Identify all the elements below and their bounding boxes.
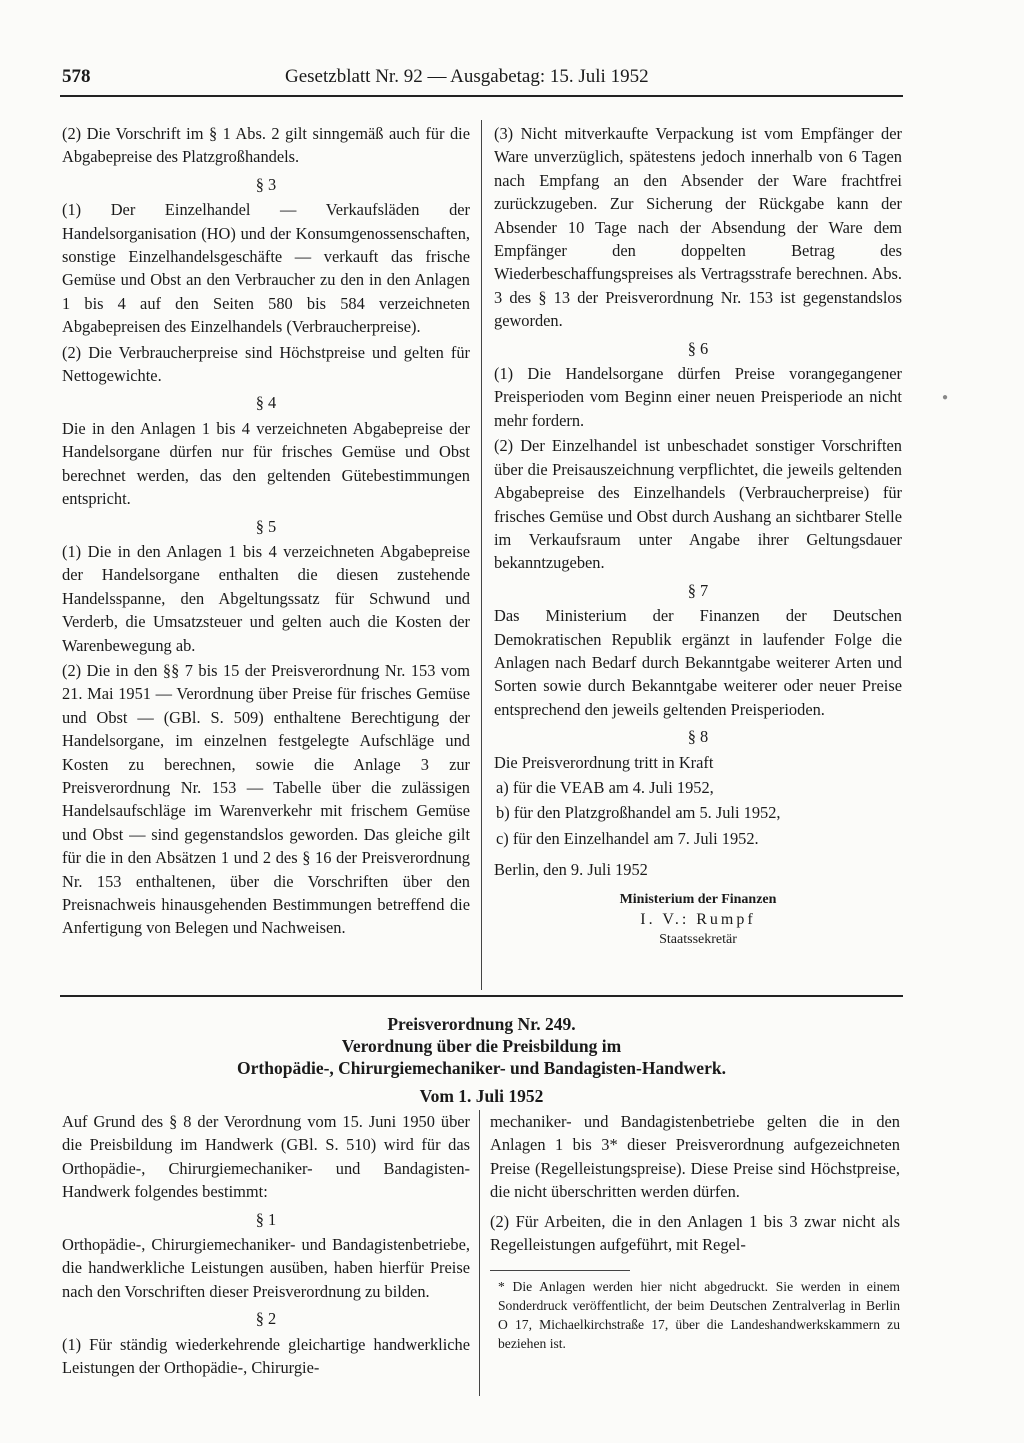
section-rule — [60, 995, 903, 997]
left-column-2 — [62, 1110, 470, 1381]
left-column — [62, 122, 470, 942]
section-heading: § 2 — [255, 1309, 277, 1329]
signature-name: I. V.: Rumpf — [640, 910, 756, 928]
list-item: c) für den Einzelhandel am 7. Juli 1952. — [496, 828, 759, 848]
paragraph: (1) Die in den Anlagen 1 bis 4 verzeichneten Abgabepreise der Handelsorgane enthalten die diesen zustehende Handelsspanne, den Abgeltungssatz für Schwund und Verderb, die Umsatzsteuer und gelten auch die Kosten der Warenbewegung ab. — [62, 541, 470, 655]
header-rule — [60, 95, 903, 97]
place-date: Berlin, den 9. Juli 1952 — [494, 860, 648, 880]
signature-ministry: Ministerium der Finanzen — [619, 891, 777, 907]
footnote: * Die Anlagen werden hier nicht abgedruckt. Sie werden in einem Sonderdruck veröffentlicht, der beim Deutschen Zentralverlag in Berlin O 17, Michaelkirchstraße 17, über die Landeshandwerkskammern zu beziehen ist. — [498, 1279, 900, 1352]
signature-role: Staatssekretär — [659, 931, 737, 947]
margin-mark: ● — [942, 392, 949, 403]
right-column — [494, 122, 902, 950]
section-heading: § 1 — [255, 1209, 277, 1229]
paragraph: Orthopädie-, Chirurgiemechaniker- und Bandagistenbetriebe, die handwerkliche Leistungen ausüben, haben hierfür Preise nach den Vorschriften dieser Preisverordnung zu bilden. — [62, 1235, 470, 1301]
signature-block — [494, 890, 902, 950]
list-item: a) für die VEAB am 4. Juli 1952, — [496, 777, 714, 797]
column-divider-2 — [479, 1110, 480, 1396]
paragraph: Das Ministerium der Finanzen der Deutschen Demokratischen Republik ergänzt in laufender Folge die Anlagen nach Bedarf durch Bekanntgabe weiterer Arten und Sorten sowie durch Bekanntgabe weiterer oder neuer Preise entsprechend den jeweils geltenden Preisperioden. — [494, 606, 902, 719]
running-title: Gesetzblatt Nr. 92 — Ausgabetag: 15. Juli 1952 — [285, 66, 649, 87]
ordinance-title-line2: Orthopädie-, Chirurgiemechaniker- und Bandagisten-Handwerk. — [237, 1058, 726, 1078]
list-item: b) für den Platzgroßhandel am 5. Juli 1952, — [496, 803, 781, 823]
paragraph: (2) Der Einzelhandel ist unbeschadet sonstiger Vorschriften über die Preisauszeichnung verpflichtet, die jeweils geltenden Abgabepreise des Einzelhandels (Verbraucherpreise) für frisches Gemüse und Obst durch Aushang an sichtbarer Stelle im Verkaufsraum unter Angabe ihrer Geltungsdauer bekanntzugeben. — [494, 436, 902, 573]
paragraph: (3) Nicht mitverkaufte Verpackung ist vom Empfänger der Ware unverzüglich, spätestens jedoch innerhalb von 6 Tagen nach Empfang an den Absender der Ware frachtfrei zurückzugeben. Zur Sicherung der Rückgabe kann der Absender 10 Tage nach der Absendung der Ware dem Empfänger den doppelten Betrag des Wiederbeschaffungspreises als Vertragsstrafe berechnen. Abs. 3 des § 13 der Preisverordnung Nr. 153 ist gegenstandslos geworden. — [494, 124, 902, 331]
paragraph: (2) Die in den §§ 7 bis 15 der Preisverordnung Nr. 153 vom 21. Mai 1951 — Verordnung über Preise für frisches Gemüse und Obst — (GBl. S. 509) enthaltene Berechtigung der Handelsorgane, im einzelnen festgelegte Aufschläge und Kosten zu berechnen, sowie die Anlage 3 zur Preisverordnung Nr. 153 — Tabelle über die zulässigen Handelsaufschläge im Warenverkehr mit frischem Gemüse und Obst — sind gegenstandslos geworden. Das gleiche gilt für die in den Absätzen 1 und 2 des § 16 der Preisverordnung Nr. 153 enthaltenen, über die Vorschriften über den Preisnachweis hinausgehenden Bestimmungen betreffend die Anfertigung von Belegen und Nachweisen. — [62, 660, 470, 938]
paragraph: (1) Für ständig wiederkehrende gleichartige handwerkliche Leistungen der Orthopädie-, Chirurgie- — [62, 1334, 470, 1378]
ordinance-title-line1: Verordnung über die Preisbildung im — [341, 1036, 622, 1056]
ordinance-date: Vom 1. Juli 1952 — [419, 1086, 544, 1106]
section-heading: § 4 — [255, 393, 277, 413]
section-heading: § 8 — [687, 727, 709, 747]
section-heading: § 7 — [687, 580, 709, 600]
paragraph: (2) Die Vorschrift im § 1 Abs. 2 gilt sinngemäß auch für die Abgabepreise des Platzgroßhandels. — [62, 124, 470, 167]
paragraph: Auf Grund des § 8 der Verordnung vom 15. Juni 1950 über die Preisbildung im Handwerk (GBl. S. 510) wird für das Orthopädie-, Chirurgiemechaniker- und Bandagisten-Handwerk folgendes bestimmt: — [62, 1112, 470, 1202]
ordinance-number: Preisverordnung Nr. 249. — [387, 1014, 576, 1034]
paragraph: mechaniker- und Bandagistenbetriebe gelten die in den Anlagen 1 bis 3* dieser Preisverordnung aufgezeichneten Preise (Regelleistungspreise). Diese Preise sind Höchstpreise, die nicht überschritten werden dürfen. — [490, 1112, 900, 1202]
right-column-2 — [490, 1110, 900, 1353]
paragraph: (1) Die Handelsorgane dürfen Preise vorangegangener Preisperioden vom Beginn einer neuen Preisperiode an nicht mehr fordern. — [494, 364, 902, 430]
paragraph: (1) Der Einzelhandel — Verkaufsläden der Handelsorganisation (HO) und der Konsumgenossenschaften, sonstige Einzelhandelsgeschäfte — verkauft das frische Gemüse und Obst an den Verbraucher zu den in den Anlagen 1 bis 4 auf den Seiten 580 bis 584 verzeichneten Abgabepreisen des Einzelhandels (Verbraucherpreise). — [62, 200, 470, 337]
paragraph: (2) Die Verbraucherpreise sind Höchstpreise und gelten für Nettogewichte. — [62, 342, 470, 386]
section-heading: § 6 — [687, 338, 709, 358]
paragraph: Die Preisverordnung tritt in Kraft — [494, 752, 714, 772]
paragraph: Die in den Anlagen 1 bis 4 verzeichneten Abgabepreise der Handelsorgane dürfen nur für frisches Gemüse und Obst berechnet werden, das den geltenden Gütebestimmungen entspricht. — [62, 418, 470, 509]
footnote-rule — [490, 1270, 630, 1271]
paragraph: (2) Für Arbeiten, die in den Anlagen 1 bis 3 zwar nicht als Regelleistungen aufgeführt, mit Regel- — [490, 1211, 900, 1255]
section-heading: § 3 — [255, 174, 277, 194]
section-heading: § 5 — [255, 516, 277, 536]
ordinance-heading — [60, 1013, 903, 1107]
page-number: 578 — [62, 66, 91, 87]
column-divider — [481, 120, 482, 990]
